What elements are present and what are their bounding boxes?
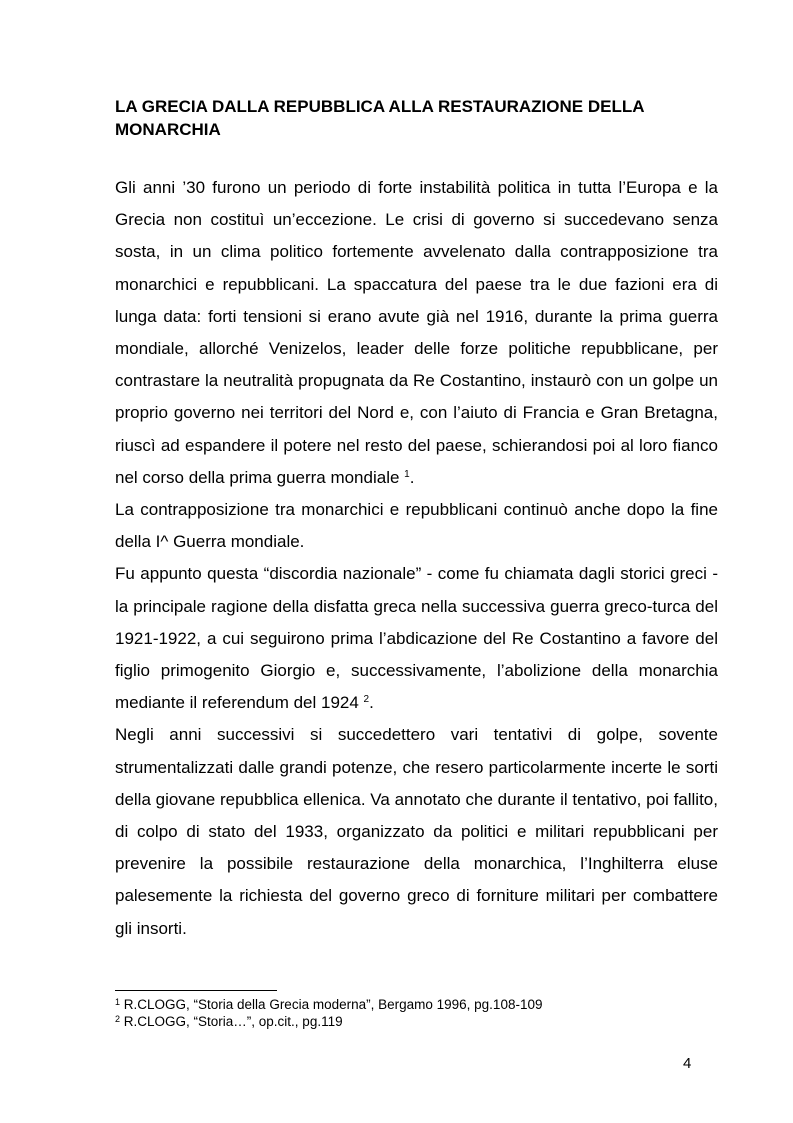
body-text xyxy=(115,172,718,945)
footnote-reference: 1 xyxy=(404,468,410,480)
footnote-reference: 2 xyxy=(363,694,370,706)
footnote-text: R.CLOGG, “Storia…”, op.cit., pg.119 xyxy=(120,1014,343,1029)
footnotes xyxy=(115,996,718,1030)
paragraph-text: Gli anni ’30 furono un periodo di forte instabilità politica in tutta l’Europa e la Grecia non costituì un’eccezione. Le crisi di governo si succedevano senza sosta, in un clima politico fortemente avvelenato dalla contrapposizione tra monarchici e repubblicani. La spaccatura del paese tra le due fazioni era di lunga data: forti tensioni si erano avute già nel 1916, durante la prima guerra mondiale, allorché Venizelos, leader delle forze politiche repubblicane, per contrastare la neutralità propugnata da Re Costantino, instaurò con un golpe un proprio governo nei territori del Nord e, con l’aiuto di Francia e Gran Bretagna, riuscì ad espandere il potere nel resto del paese, schierandosi poi al loro fianco nel corso della prima guerra mondiale xyxy=(115,178,718,487)
paragraph-text: Negli anni successivi si succedettero vari tentativi di golpe, sovente strumentalizzati dalle grandi potenze, che resero particolarmente incerte le sorti della giovane repubblica ellenica. Va annotato che durante il tentativo, poi fallito, di colpo di stato del 1933, organizzato da politici e militari repubblicani per prevenire la possibile restaurazione della monarchica, l’Inghilterra eluse palesemente la richiesta del governo greco di forniture militari per combattere gli insorti. xyxy=(115,725,718,938)
paragraph-text: La contrapposizione tra monarchici e repubblicani continuò anche dopo la fine della I^ Guerra mondiale. xyxy=(115,500,718,552)
paragraph xyxy=(115,494,718,558)
paragraph xyxy=(115,558,718,719)
footnote-number: 2 xyxy=(115,1014,121,1024)
paragraph-ending: . xyxy=(409,467,415,487)
paragraph xyxy=(115,172,718,494)
footnote xyxy=(115,1013,718,1030)
footnote-text: R.CLOGG, “Storia della Grecia moderna”, Bergamo 1996, pg.108-109 xyxy=(120,997,543,1012)
footnote-separator xyxy=(115,990,277,991)
footnote-number: 1 xyxy=(115,997,121,1007)
page-number: 4 xyxy=(683,1055,692,1072)
footnote xyxy=(115,996,718,1013)
chapter-heading: LA GRECIA DALLA REPUBBLICA ALLA RESTAURAZIONE DELLA MONARCHIA xyxy=(115,97,644,139)
paragraph xyxy=(115,719,718,944)
paragraph-ending: . xyxy=(369,693,374,713)
paragraph-text: Fu appunto questa “discordia nazionale” - come fu chiamata dagli storici greci - la principale ragione della disfatta greca nella successiva guerra greco-turca del 1921-1922, a cui seguirono prima l’abdicazione del Re Costantino a favore del figlio primogenito Giorgio e, successivamente, l’abolizione della monarchia mediante il referendum del 1924 xyxy=(115,564,718,713)
